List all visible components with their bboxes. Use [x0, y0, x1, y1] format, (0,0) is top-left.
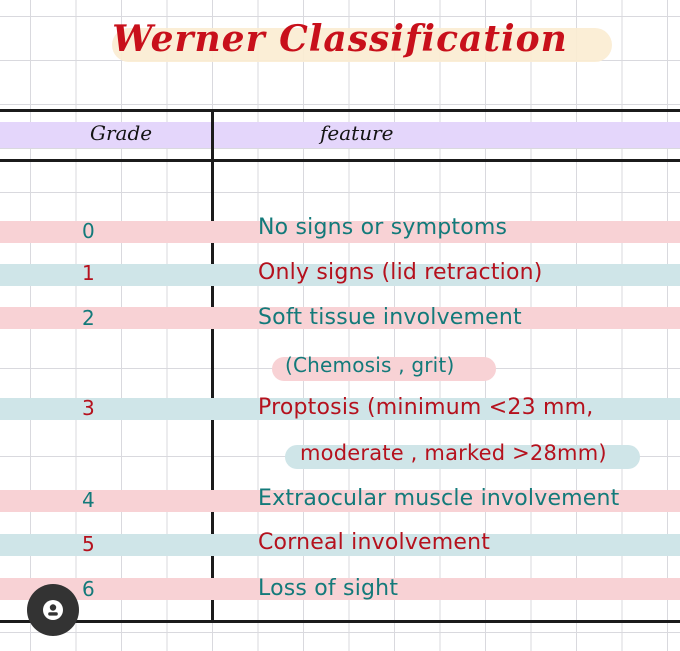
feature-cell: Only signs (lid retraction)	[258, 260, 543, 285]
account-icon	[42, 599, 64, 621]
feature-cell: Corneal involvement	[258, 530, 491, 555]
feature-cell: Proptosis (minimum <23 mm,	[258, 395, 594, 420]
feature-cell-continuation: (Chemosis , grit)	[285, 353, 455, 377]
feature-cell: No signs or symptoms	[258, 215, 508, 240]
grade-cell: 4	[82, 488, 95, 512]
grade-cell: 3	[82, 396, 95, 420]
grade-cell: 6	[82, 577, 95, 601]
feature-cell: Loss of sight	[258, 576, 399, 601]
column-header-feature: feature	[320, 121, 394, 145]
table-top-rule	[0, 109, 680, 112]
feature-cell-continuation: moderate , marked >28mm)	[300, 441, 607, 465]
feature-cell: Soft tissue involvement	[258, 305, 522, 330]
grade-cell: 1	[82, 261, 95, 285]
grade-cell: 5	[82, 532, 95, 556]
grade-cell: 0	[82, 219, 95, 243]
page-title: Werner Classification	[112, 18, 568, 60]
column-header-grade: Grade	[90, 121, 153, 145]
table-bottom-rule	[0, 620, 680, 623]
header-bottom-rule	[0, 159, 680, 162]
grade-cell: 2	[82, 306, 95, 330]
account-button[interactable]	[27, 584, 79, 636]
feature-cell: Extraocular muscle involvement	[258, 486, 620, 511]
